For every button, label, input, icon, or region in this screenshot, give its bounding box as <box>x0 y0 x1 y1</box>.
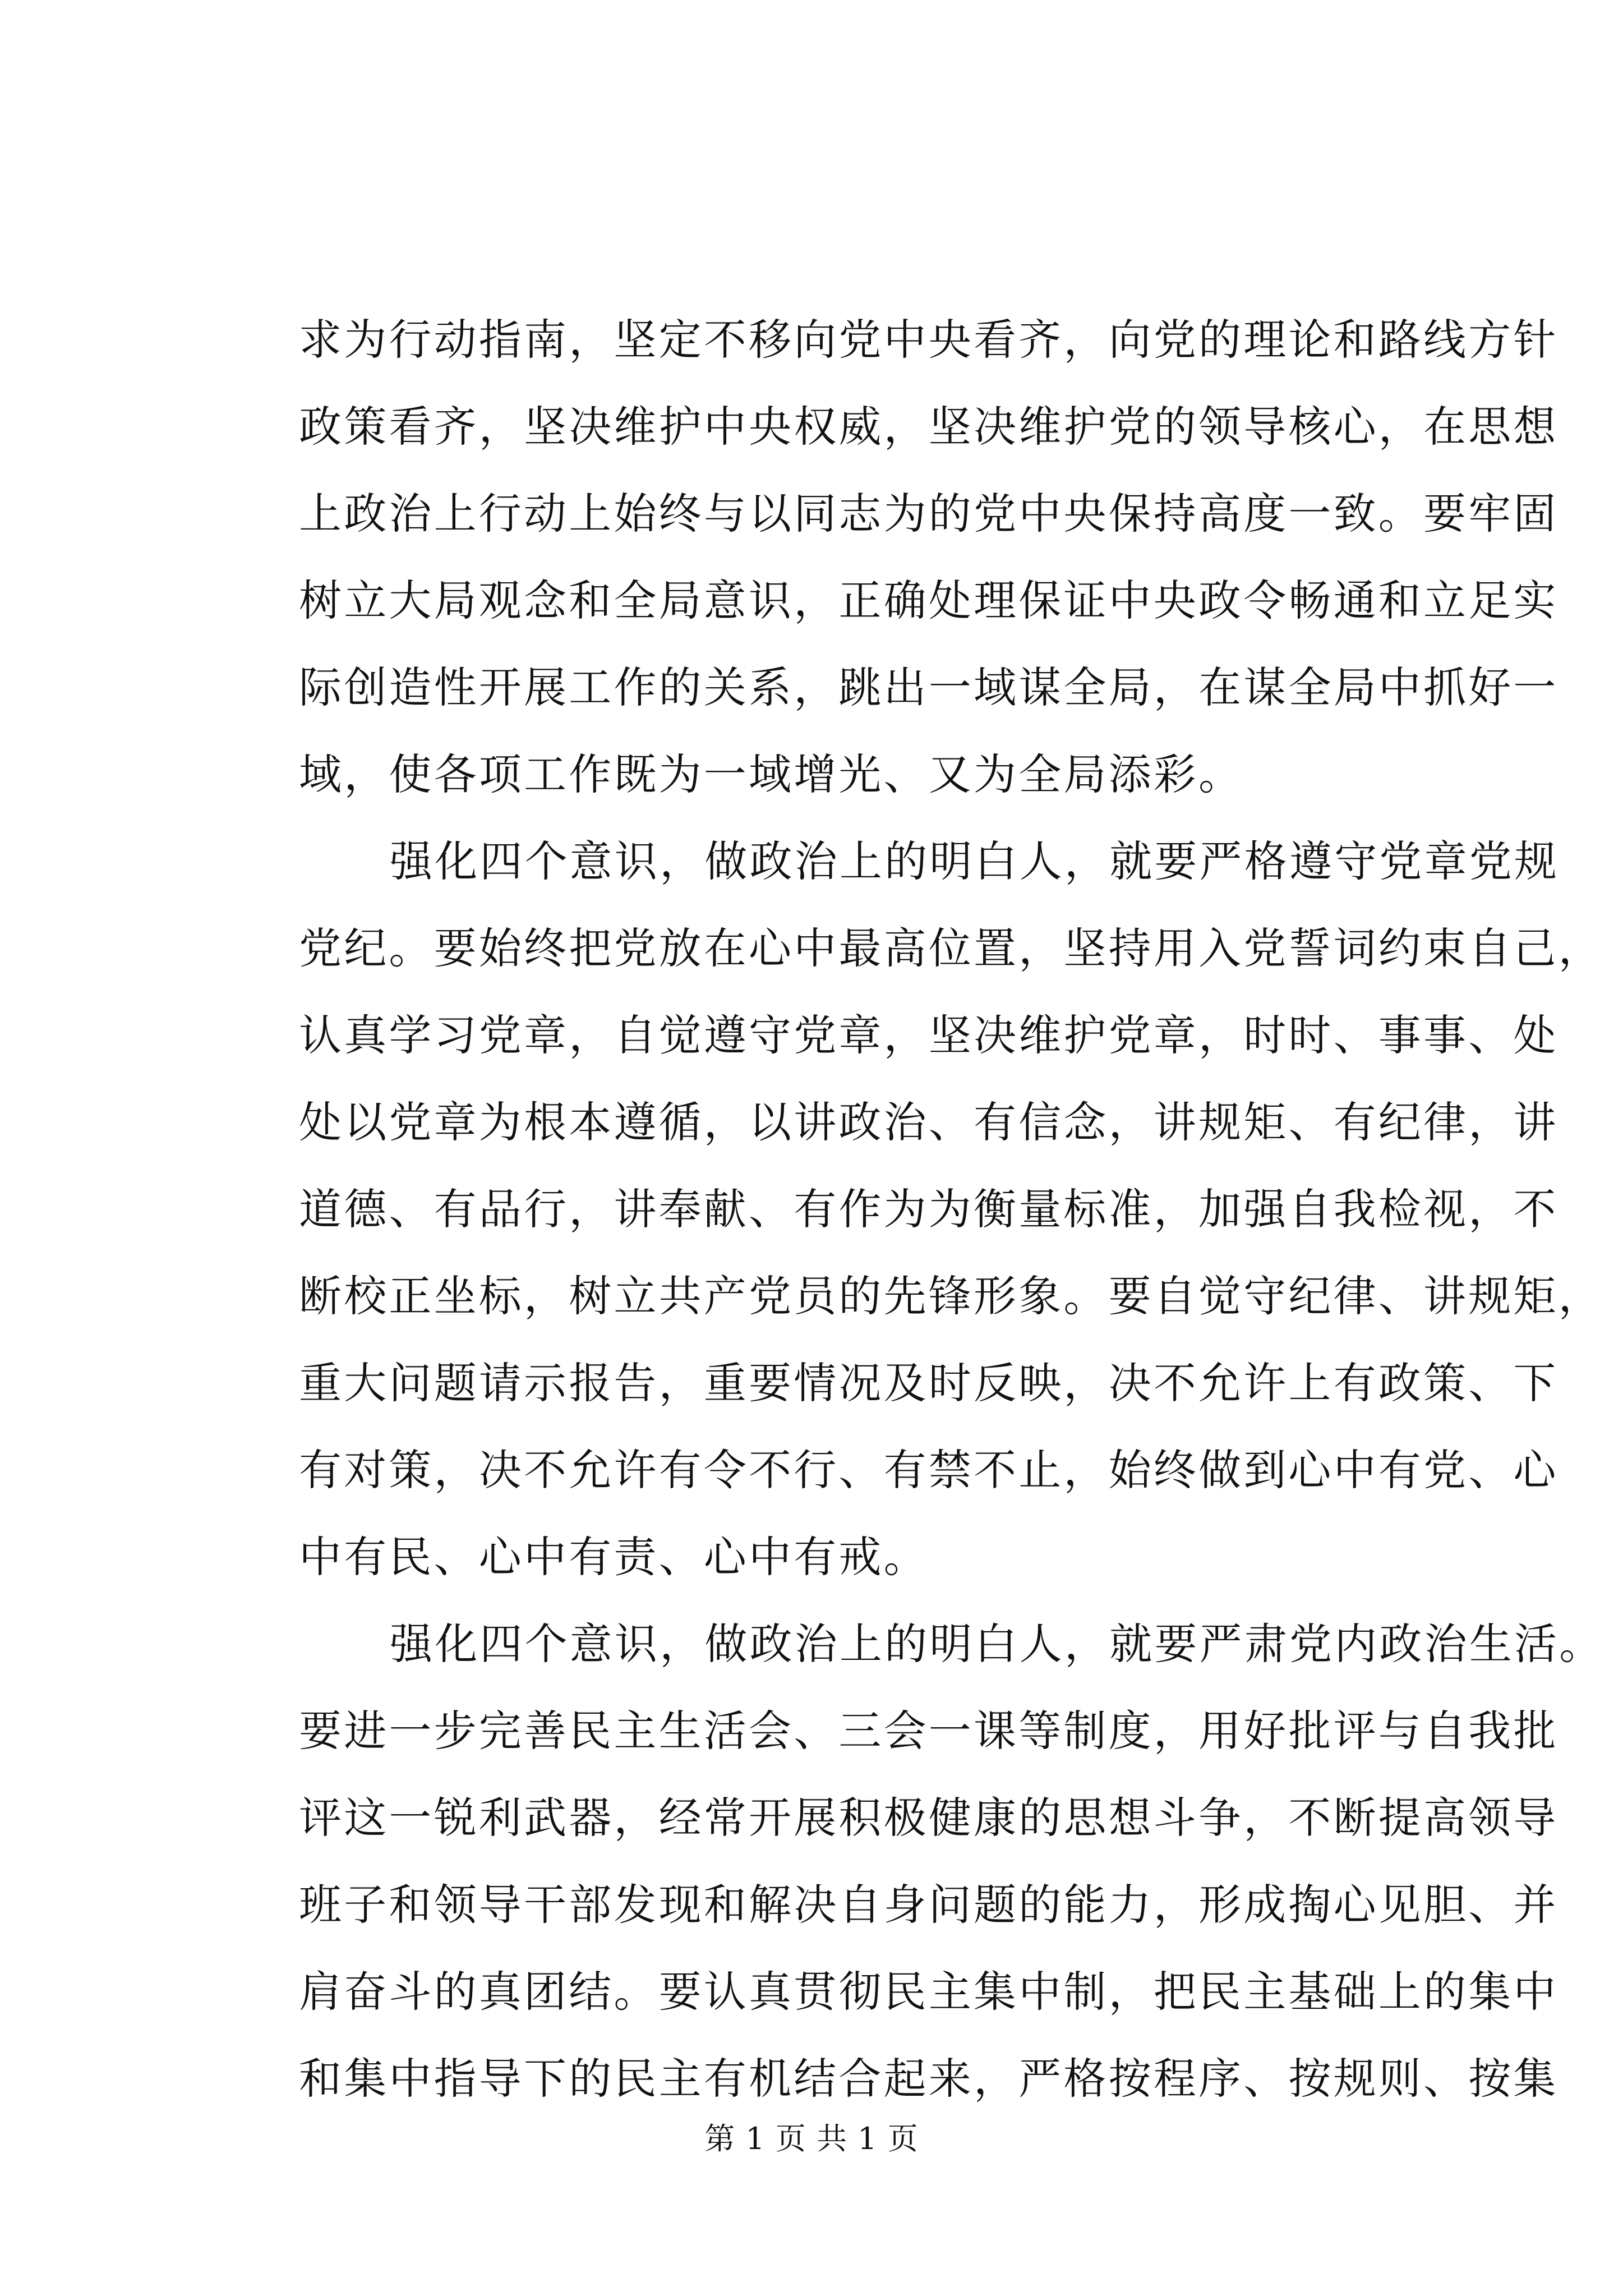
page-footer: 第 1 页 共 1 页 <box>704 2121 919 2156</box>
text-line: 中有民、心中有责、心中有戒。 <box>299 1532 929 1582</box>
text-line: 断校正坐标，树立共产党员的先锋形象。要自觉守纪律、讲规矩， <box>299 1271 1603 1321</box>
text-line: 有对策，决不允许有令不行、有禁不止，始终做到心中有党、心 <box>299 1445 1559 1495</box>
paragraph-first-line: 强化四个意识，做政治上的明白人，就要严格遵守党章党规 <box>390 836 1560 886</box>
text-line: 党纪。要始终把党放在心中最高位置，坚持用入党誓词约束自己， <box>299 923 1603 973</box>
text-line: 树立大局观念和全局意识，正确处理保证中央政令畅通和立足实 <box>299 576 1559 625</box>
text-line: 处以党章为根本遵循，以讲政治、有信念，讲规矩、有纪律，讲 <box>299 1097 1559 1147</box>
text-line: 求为行动指南，坚定不移向党中央看齐，向党的理论和路线方针 <box>299 315 1559 365</box>
text-line: 肩奋斗的真团结。要认真贯彻民主集中制，把民主基础上的集中 <box>299 1967 1559 2017</box>
text-line: 重大问题请示报告，重要情况及时反映，决不允许上有政策、下 <box>299 1358 1559 1408</box>
text-line: 认真学习党章，自觉遵守党章，坚决维护党章，时时、事事、处 <box>299 1010 1559 1060</box>
text-line: 际创造性开展工作的关系，跳出一域谋全局，在谋全局中抓好一 <box>299 662 1559 712</box>
text-line: 域，使各项工作既为一域增光、又为全局添彩。 <box>299 749 1244 799</box>
paragraph-first-line: 强化四个意识，做政治上的明白人，就要严肃党内政治生活。 <box>390 1619 1604 1669</box>
text-line: 和集中指导下的民主有机结合起来，严格按程序、按规则、按集 <box>299 2054 1559 2104</box>
text-line: 评这一锐利武器，经常开展积极健康的思想斗争，不断提高领导 <box>299 1793 1559 1843</box>
text-line: 班子和领导干部发现和解决自身问题的能力，形成掏心见胆、并 <box>299 1880 1559 1930</box>
text-line: 道德、有品行，讲奉献、有作为为衡量标准，加强自我检视，不 <box>299 1184 1559 1234</box>
text-line: 政策看齐，坚决维护中央权威，坚决维护党的领导核心，在思想 <box>299 402 1559 452</box>
text-line: 上政治上行动上始终与以同志为的党中央保持高度一致。要牢固 <box>299 489 1559 539</box>
document-body <box>299 296 1604 2122</box>
text-line: 要进一步完善民主生活会、三会一课等制度，用好批评与自我批 <box>299 1706 1559 1756</box>
